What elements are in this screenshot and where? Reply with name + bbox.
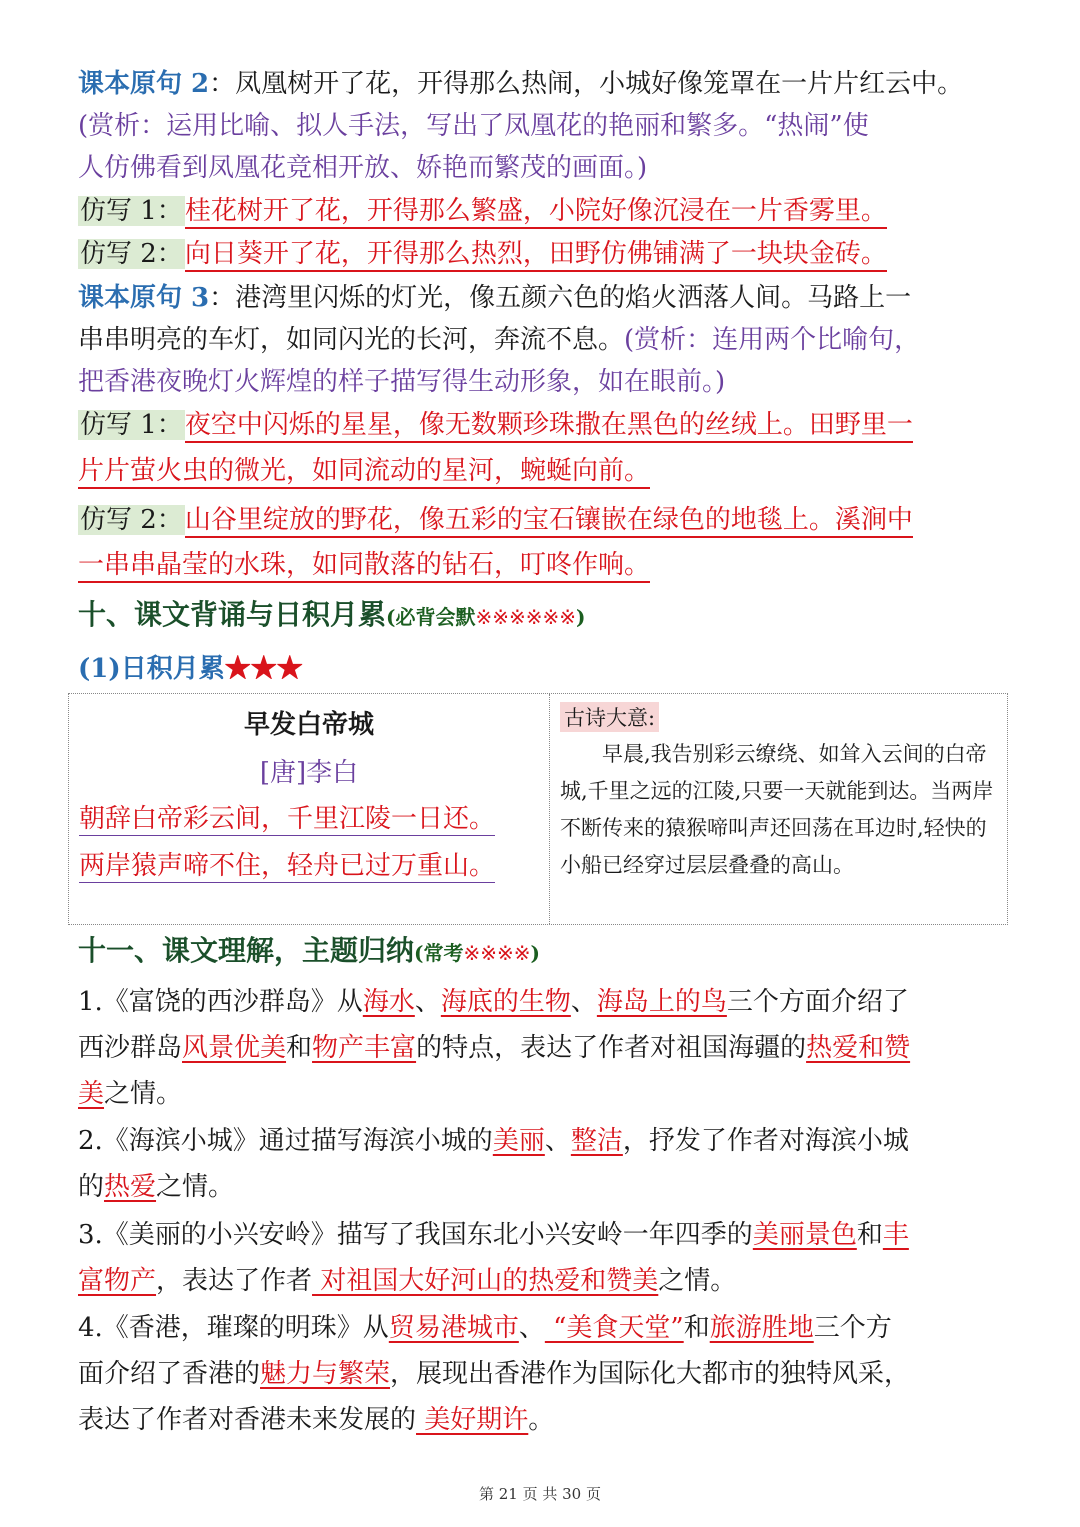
section-10-heading <box>78 594 1008 638</box>
item-4-text-g: 三个方 <box>813 1313 892 1343</box>
s3-f2-label: 仿写 2： <box>80 505 183 535</box>
item-2-line-1 <box>78 1120 1008 1162</box>
s2-f1-label: 仿写 1： <box>80 196 183 226</box>
item-3-blank-2a: 丰 <box>882 1220 909 1250</box>
item-2-text-e: ，抒发了作者对海滨小城 <box>622 1126 909 1156</box>
page-footer: 第 21 页 共 30 页 <box>478 1485 601 1503</box>
item-2-text-a: 2.《海滨小城》通过描写海滨小城的 <box>78 1126 493 1156</box>
item-4-text-m: 。 <box>528 1405 555 1435</box>
section-11-note-close: ) <box>530 941 540 965</box>
s3-imitation-2a <box>78 499 1008 541</box>
section-10-note-text: 必背会默 <box>395 605 476 629</box>
s3-analysis-2: 把香港夜晚灯火辉煌的样子描写得生动形象，如在眼前。) <box>78 367 726 397</box>
item-4-text-h: 面介绍了香港的 <box>78 1359 261 1389</box>
s2-analysis-2: 人仿佛看到凤凰花竞相开放、娇艳而繁茂的画面。) <box>78 153 648 183</box>
s3-f1-text-1: 夜空中闪烁的星星，像无数颗珍珠撒在黑色的丝绒上。田野里一 <box>185 410 913 443</box>
item-4-blank-3: 旅游胜地 <box>709 1313 814 1343</box>
item-1-blank-6a: 热爱和赞 <box>806 1033 911 1063</box>
s3-imitation-2b <box>78 544 1008 586</box>
s3-f1-label: 仿写 1： <box>80 410 183 440</box>
section-10-sub-stars: ★★★ <box>224 654 303 684</box>
item-3-line-1 <box>78 1214 1008 1256</box>
item-4-blank-1: 贸易港城市 <box>388 1313 519 1343</box>
item-1-line-2 <box>78 1027 1008 1069</box>
item-1-blank-2: 海底的生物 <box>440 987 571 1017</box>
item-1-sep-1: 、 <box>414 987 441 1017</box>
s2-imitation-2 <box>78 233 1008 275</box>
s2-colon: ： <box>209 69 236 99</box>
item-4-blank-4: 魅力与繁荣 <box>260 1359 391 1389</box>
item-3-blank-2b: 富物产 <box>78 1266 157 1296</box>
s2-f2-text: 向日葵开了花，开得那么热烈，田野仿佛铺满了一块块金砖。 <box>185 239 887 272</box>
poem-cell <box>69 694 550 924</box>
item-4-line-3 <box>78 1399 1008 1441</box>
item-2-blank-2: 整洁 <box>570 1126 623 1156</box>
item-2-line-2 <box>78 1166 1008 1208</box>
item-3-text-f: ，表达了作者 <box>156 1266 313 1296</box>
s2-analysis-1: (赏析：运用比喻、拟人手法，写出了凤凰花的艳丽和繁多。“热闹”使 <box>78 111 869 141</box>
poem-meaning-label: 古诗大意: <box>560 702 659 732</box>
s3-f1-text-2: 片片萤火虫的微光，如同流动的星河，蜿蜒向前。 <box>78 456 650 489</box>
item-4-line-2 <box>78 1353 1008 1395</box>
item-4-line-1 <box>78 1307 1008 1349</box>
item-1-blank-6b: 美 <box>78 1079 105 1109</box>
item-4-text-a: 4.《香港，璀璨的明珠》从 <box>78 1313 389 1343</box>
s3-line1 <box>78 277 1008 319</box>
section-10-note-open: ( <box>386 605 396 629</box>
s2-line1 <box>78 63 1008 105</box>
poem-author: [唐]李白 <box>259 758 359 788</box>
item-1-text-a: 1.《富饶的西沙群岛》从 <box>78 987 363 1017</box>
item-2-sep: 、 <box>544 1126 571 1156</box>
item-1-text-l: 的特点，表达了作者对祖国海疆的 <box>416 1033 807 1063</box>
item-1-blank-5: 物产丰富 <box>312 1033 417 1063</box>
s2-text: 凤凰树开了花，开得那么热闹，小城好像笼罩在一片片红云中。 <box>235 69 964 99</box>
poem-title: 早发白帝城 <box>243 710 374 740</box>
s3-imitation-1a <box>78 404 1008 446</box>
s3-text-1: 港湾里闪烁的灯光，像五颜六色的焰火洒落人间。马路上一 <box>235 283 912 313</box>
s3-line2 <box>78 319 1008 361</box>
item-3-line-2 <box>78 1260 1008 1302</box>
section-11-heading <box>78 930 1008 974</box>
s3-label: 课本原句 3 <box>78 283 210 313</box>
section-11-note-text: 常考 <box>423 941 464 965</box>
s3-colon: ： <box>209 283 236 313</box>
section-10-note-close: ) <box>576 605 586 629</box>
item-1-text-j: 和 <box>286 1033 313 1063</box>
item-4-blank-5: 美好期许 <box>416 1405 529 1435</box>
section-11-note-open: ( <box>414 941 424 965</box>
item-2-blank-3: 热爱 <box>104 1172 157 1202</box>
section-11-stars: ※※※※ <box>463 941 531 965</box>
s3-imitation-1b <box>78 450 1008 492</box>
item-1-line-3 <box>78 1073 1008 1115</box>
item-2-text-f: 的 <box>78 1172 105 1202</box>
section-10-stars: ※※※※※※ <box>475 605 577 629</box>
item-3-text-a: 3.《美丽的小兴安岭》描写了我国东北小兴安岭一年四季的 <box>78 1220 753 1250</box>
s3-f2-text-1: 山谷里绽放的野花，像五彩的宝石镶嵌在绿色的地毯上。溪涧中 <box>185 505 913 538</box>
item-3-text-h: 之情。 <box>658 1266 737 1296</box>
item-4-text-j: ，展现出香港作为国际化大都市的独特风采， <box>390 1359 911 1389</box>
item-1-text-o: 之情。 <box>104 1079 183 1109</box>
item-2-blank-1: 美丽 <box>492 1126 545 1156</box>
item-4-sep: 、 <box>518 1313 545 1343</box>
item-1-text-h: 西沙群岛 <box>78 1033 183 1063</box>
item-3-blank-1: 美丽景色 <box>752 1220 857 1250</box>
s2-f1-text: 桂花树开了花，开得那么繁盛，小院好像沉浸在一片香雾里。 <box>185 196 887 229</box>
s3-text-2: 串串明亮的车灯，如同闪光的长河，奔流不息。 <box>78 325 625 355</box>
poem-meaning-text: 早晨,我告别彩云缭绕、如耸入云间的白帝城,千里之远的江陵,只要一天就能到达。当两岸不断传来的猿猴啼叫声还回荡在耳边时,轻快的小船已经穿过层层叠叠的高山。 <box>560 742 994 877</box>
item-3-text-c: 和 <box>856 1220 883 1250</box>
item-3-blank-3: 对祖国大好河山的热爱和赞美 <box>312 1266 659 1296</box>
poem-meaning-cell <box>550 694 1007 924</box>
section-10-note <box>386 605 585 629</box>
item-2-text-h: 之情。 <box>156 1172 235 1202</box>
item-1-text-g: 三个方面介绍了 <box>726 987 909 1017</box>
item-1-blank-4: 风景优美 <box>182 1033 287 1063</box>
s2-label: 课本原句 2 <box>78 69 210 99</box>
poem-line-1: 朝辞白帝彩云间，千里江陵一日还。 <box>79 798 495 836</box>
item-1-sep-2: 、 <box>570 987 597 1017</box>
section-10-title: 十、课文背诵与日积月累 <box>78 598 387 631</box>
s2-imitation-1 <box>78 190 1008 232</box>
section-10-sub-label: (1)日积月累 <box>78 654 225 684</box>
poem-line-2: 两岸猿声啼不住，轻舟已过万重山。 <box>79 845 495 883</box>
item-1-blank-3: 海岛上的鸟 <box>596 987 727 1017</box>
s2-f2-label: 仿写 2： <box>80 239 183 269</box>
s3-analysis-1: (赏析：连用两个比喻句， <box>624 325 921 355</box>
section-10-sub <box>78 648 1008 690</box>
section-11-title: 十一、课文理解，主题归纳 <box>78 934 415 967</box>
section-11-note <box>414 941 540 965</box>
item-4-blank-2: “美食天堂” <box>544 1313 684 1343</box>
s3-f2-text-2: 一串串晶莹的水珠，如同散落的钻石，叮咚作响。 <box>78 550 650 583</box>
item-4-text-k: 表达了作者对香港未来发展的 <box>78 1405 417 1435</box>
item-1-blank-1: 海水 <box>362 987 415 1017</box>
poem-table <box>68 693 1008 925</box>
item-1-line-1 <box>78 981 1008 1023</box>
item-4-text-e: 和 <box>683 1313 710 1343</box>
